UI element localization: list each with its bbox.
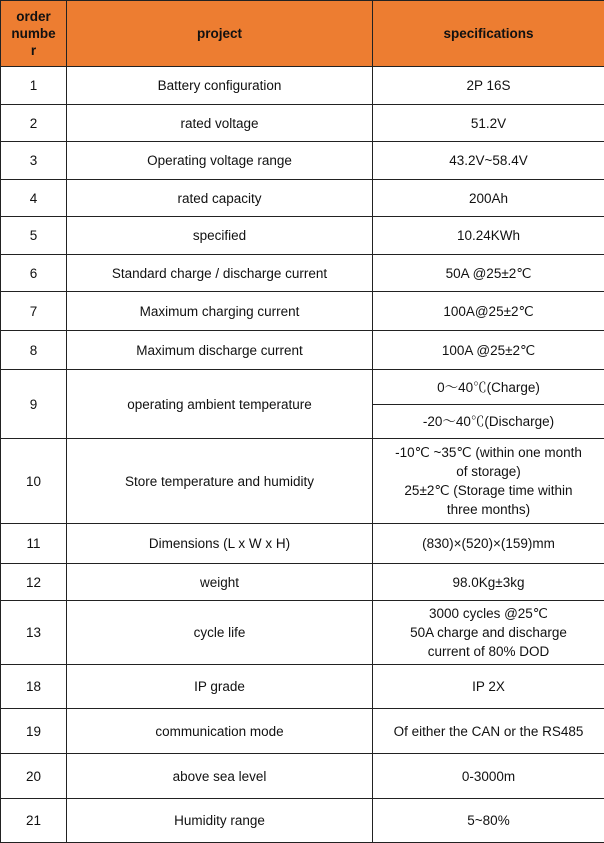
- row-number: 20: [1, 754, 67, 799]
- row-spec: [373, 439, 604, 524]
- row-number: 5: [1, 217, 67, 255]
- header-row: [1, 1, 604, 67]
- row-project: specified: [67, 217, 373, 255]
- row-project: weight: [67, 564, 373, 601]
- header-project: project: [67, 1, 373, 67]
- row-spec: 200Ah: [373, 180, 604, 217]
- spec-line: -10℃ ~35℃ (within one month: [376, 443, 601, 462]
- row-project: IP grade: [67, 665, 373, 709]
- row-project: cycle life: [67, 601, 373, 665]
- row-spec: 50A @25±2℃: [373, 255, 604, 292]
- table-row: [1, 370, 604, 405]
- table-row: [1, 180, 604, 217]
- row-spec: 51.2V: [373, 105, 604, 142]
- spec-line: current of 80% DOD: [376, 642, 601, 661]
- row-project: Maximum charging current: [67, 292, 373, 331]
- row-spec: (830)×(520)×(159)mm: [373, 524, 604, 564]
- row-number: 9: [1, 370, 67, 439]
- spec-line: 50A charge and discharge: [376, 623, 601, 642]
- row-spec-discharge: -20〜40℃(Discharge): [373, 405, 604, 439]
- header-specifications: specifications: [373, 1, 604, 67]
- row-spec: 2P 16S: [373, 67, 604, 105]
- row-spec: 5~80%: [373, 799, 604, 843]
- row-project: Operating voltage range: [67, 142, 373, 180]
- table-row: [1, 105, 604, 142]
- row-spec: 98.0Kg±3kg: [373, 564, 604, 601]
- spec-line: 3000 cycles @25℃: [376, 604, 601, 623]
- row-spec: [373, 601, 604, 665]
- row-number: 7: [1, 292, 67, 331]
- row-spec: 0-3000m: [373, 754, 604, 799]
- table-row: [1, 709, 604, 754]
- row-project: communication mode: [67, 709, 373, 754]
- row-number: 11: [1, 524, 67, 564]
- row-project: Battery configuration: [67, 67, 373, 105]
- row-number: 1: [1, 67, 67, 105]
- row-project: Store temperature and humidity: [67, 439, 373, 524]
- table-row: [1, 601, 604, 665]
- spec-line: three months): [376, 500, 601, 519]
- row-project: Maximum discharge current: [67, 331, 373, 370]
- spec-line: of storage): [376, 462, 601, 481]
- table-row: [1, 255, 604, 292]
- table-row: [1, 439, 604, 524]
- header-order-line-2: numbe: [4, 25, 63, 42]
- row-spec-charge: 0〜40℃(Charge): [373, 370, 604, 405]
- row-number: 18: [1, 665, 67, 709]
- table-row: [1, 564, 604, 601]
- spec-line: 25±2℃ (Storage time within: [376, 481, 601, 500]
- header-order-line-3: r: [4, 42, 63, 59]
- row-spec: 43.2V~58.4V: [373, 142, 604, 180]
- table-row: [1, 665, 604, 709]
- row-spec: IP 2X: [373, 665, 604, 709]
- row-project: above sea level: [67, 754, 373, 799]
- table-row: [1, 67, 604, 105]
- table-row: [1, 217, 604, 255]
- row-number: 8: [1, 331, 67, 370]
- row-number: 12: [1, 564, 67, 601]
- row-project: Dimensions (L x W x H): [67, 524, 373, 564]
- row-spec: 10.24KWh: [373, 217, 604, 255]
- row-spec: 100A @25±2℃: [373, 331, 604, 370]
- row-spec: 100A@25±2℃: [373, 292, 604, 331]
- row-number: 21: [1, 799, 67, 843]
- table-row: [1, 524, 604, 564]
- row-number: 2: [1, 105, 67, 142]
- row-number: 6: [1, 255, 67, 292]
- row-project: rated voltage: [67, 105, 373, 142]
- table-row: [1, 331, 604, 370]
- row-project: operating ambient temperature: [67, 370, 373, 439]
- table-row: [1, 142, 604, 180]
- row-number: 13: [1, 601, 67, 665]
- row-number: 3: [1, 142, 67, 180]
- header-order-line-1: order: [4, 8, 63, 25]
- row-project: rated capacity: [67, 180, 373, 217]
- row-number: 10: [1, 439, 67, 524]
- table-row: [1, 292, 604, 331]
- row-number: 19: [1, 709, 67, 754]
- row-number: 4: [1, 180, 67, 217]
- row-spec: Of either the CAN or the RS485: [373, 709, 604, 754]
- table-row: [1, 754, 604, 799]
- table-row: [1, 799, 604, 843]
- header-order-number: [1, 1, 67, 67]
- row-project: Humidity range: [67, 799, 373, 843]
- row-project: Standard charge / discharge current: [67, 255, 373, 292]
